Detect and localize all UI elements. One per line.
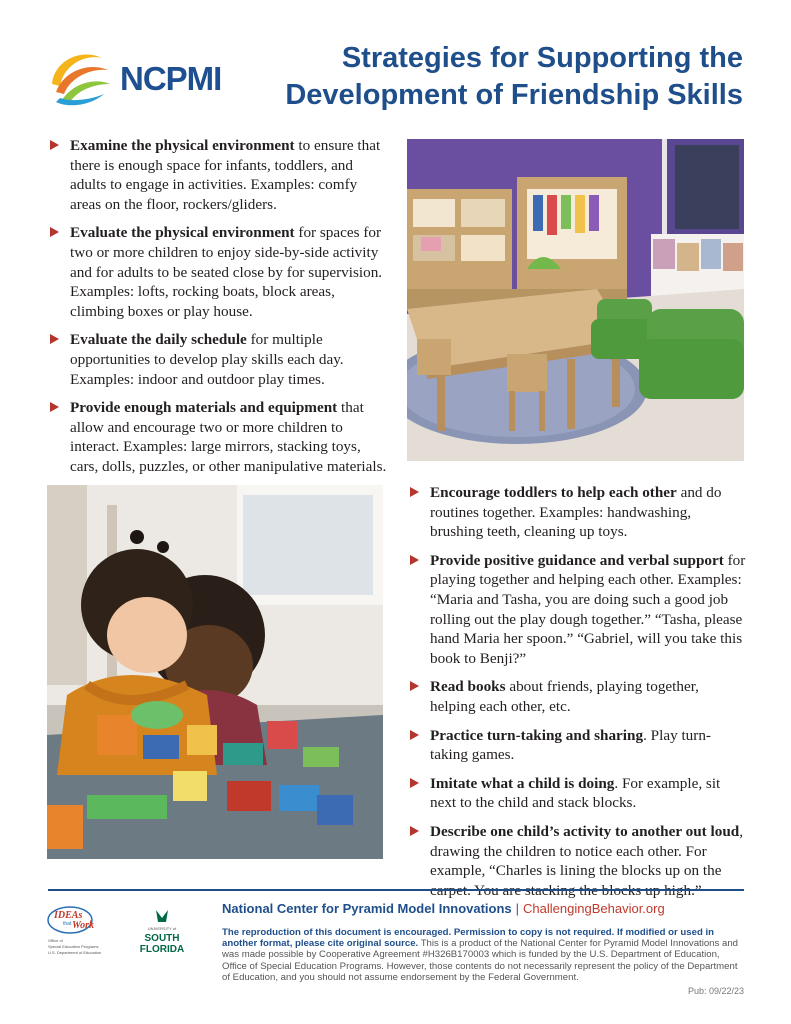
- svg-text:U.S. Department of Education: U.S. Department of Education: [48, 950, 102, 955]
- page-title: [243, 40, 743, 114]
- list-item-text: that allow and encourage two or more children to interact. Examples: large mirrors, stacking toys, cars, dolls, puzzles, or other manipulative materials.: [70, 399, 387, 475]
- svg-text:FLORIDA: FLORIDA: [139, 944, 185, 955]
- classroom-photo: [407, 139, 744, 461]
- ncpmi-logo: [46, 44, 226, 114]
- list-item: [48, 223, 388, 321]
- svg-text:UNIVERSITY of: UNIVERSITY of: [147, 926, 177, 931]
- list-item-heading: Practice turn-taking and sharing: [430, 726, 644, 744]
- svg-text:that: that: [63, 921, 72, 927]
- bullet-arrow-icon: [50, 402, 59, 412]
- strategy-list-top: [48, 136, 388, 486]
- list-item: [408, 551, 748, 669]
- svg-text:Special Education Programs: Special Education Programs: [48, 944, 99, 949]
- footer-text: [222, 900, 746, 983]
- list-item-heading: Read books: [430, 678, 506, 696]
- org-separator: |: [515, 901, 520, 916]
- org-name: National Center for Pyramid Model Innovations: [222, 901, 512, 916]
- list-item-heading: Provide enough materials and equipment: [70, 399, 338, 417]
- svg-text:Work: Work: [72, 920, 95, 931]
- svg-text:IDEAs: IDEAs: [54, 910, 83, 921]
- list-item-text: for playing together and helping each other. Examples: “Maria and Tasha, you are doing such a good job rolling out the play dough together.” “Tasha, please hand Maria her spoon.” “Gabriel, will you take this book to Benji?”: [430, 551, 746, 667]
- website-link[interactable]: ChallengingBehavior.org: [523, 901, 665, 916]
- list-item-text: for spaces for two or more children to enjoy side-by-side activity and for adults to be seated close by for supervision. Examples: lofts, rocking boats, block areas, climbing boxes or play house.: [70, 224, 383, 320]
- list-item: [408, 726, 748, 765]
- children-playing-photo: [47, 485, 383, 859]
- bullet-arrow-icon: [410, 730, 419, 740]
- ncpmi-swirl-icon: [46, 44, 112, 110]
- bullet-arrow-icon: [50, 334, 59, 344]
- list-item: [48, 330, 388, 389]
- list-item-heading: Describe one child’s activity to another out loud: [430, 822, 740, 840]
- bullet-arrow-icon: [410, 778, 419, 788]
- bullet-arrow-icon: [410, 555, 419, 565]
- bullet-arrow-icon: [410, 487, 419, 497]
- list-item-heading: Evaluate the physical environment: [70, 224, 295, 242]
- list-item: [48, 136, 388, 214]
- list-item-heading: Encourage toddlers to help each other: [430, 484, 677, 501]
- list-item-heading: Provide positive guidance and verbal support: [430, 551, 724, 569]
- title-line-2: Development of Friendship Skills: [285, 79, 743, 111]
- org-line: [222, 900, 746, 918]
- copyright-notice: [222, 927, 746, 983]
- list-item-text: , drawing the children to notice each other. For example, “Charles is lining the blocks up on the: [430, 822, 744, 880]
- bullet-arrow-icon: [50, 227, 59, 237]
- strategy-list-bottom: [408, 483, 748, 909]
- bullet-arrow-icon: [410, 681, 419, 691]
- list-item: [48, 398, 388, 476]
- list-item: [408, 483, 748, 542]
- notice-text: This is a product of the National Center for Pyramid Model Innovations and was made possible by Cooperative Agreement #H326B170003 which is funded by the U.S. Department of Education, Office of Special Education Programs. However, those contents do not necessarily represent the policy of the Department of Education, and you should not assume endorsement by the Federal Government.: [222, 938, 738, 983]
- list-item-heading: Imitate what a child is doing: [430, 774, 615, 792]
- footer-divider: [48, 889, 744, 891]
- svg-text:SOUTH: SOUTH: [144, 933, 180, 944]
- list-item-text: about friends, playing together, helping each other, etc.: [430, 678, 699, 715]
- list-item-heading: Examine the physical environment: [70, 137, 295, 154]
- list-item: [408, 774, 748, 813]
- list-item-text: . Play turn-taking games.: [430, 726, 711, 764]
- list-item-text: to ensure that there is enough space for infants, toddlers, and adults to engage in activities. Examples: comfy areas on the floor, rockers/gliders.: [70, 137, 381, 213]
- svg-text:Office of: Office of: [48, 938, 63, 943]
- bullet-arrow-icon: [50, 140, 59, 150]
- list-item: [408, 677, 748, 716]
- usf-logo: [134, 906, 190, 958]
- list-item-text: . For example, sit next to the child and stack blocks.: [430, 774, 721, 812]
- list-item-text: for multiple opportunities to develop play skills each day. Examples: indoor and outdoor play times.: [70, 331, 344, 388]
- ideas-that-work-logo: [46, 904, 118, 964]
- notice-bold: The reproduction of this document is encouraged. Permission to copy is not required. If modified or used in another format, please cite original source.: [222, 927, 714, 950]
- list-item-text: and do routines together. Examples: handwashing, brushing teeth, cleaning up toys.: [430, 484, 722, 541]
- ncpmi-wordmark: NCPMI: [120, 60, 222, 97]
- bullet-arrow-icon: [410, 826, 419, 836]
- list-item-heading: Evaluate the daily schedule: [70, 331, 247, 349]
- title-line-1: Strategies for Supporting the: [341, 42, 743, 74]
- publication-date: Pub: 09/22/23: [687, 986, 744, 996]
